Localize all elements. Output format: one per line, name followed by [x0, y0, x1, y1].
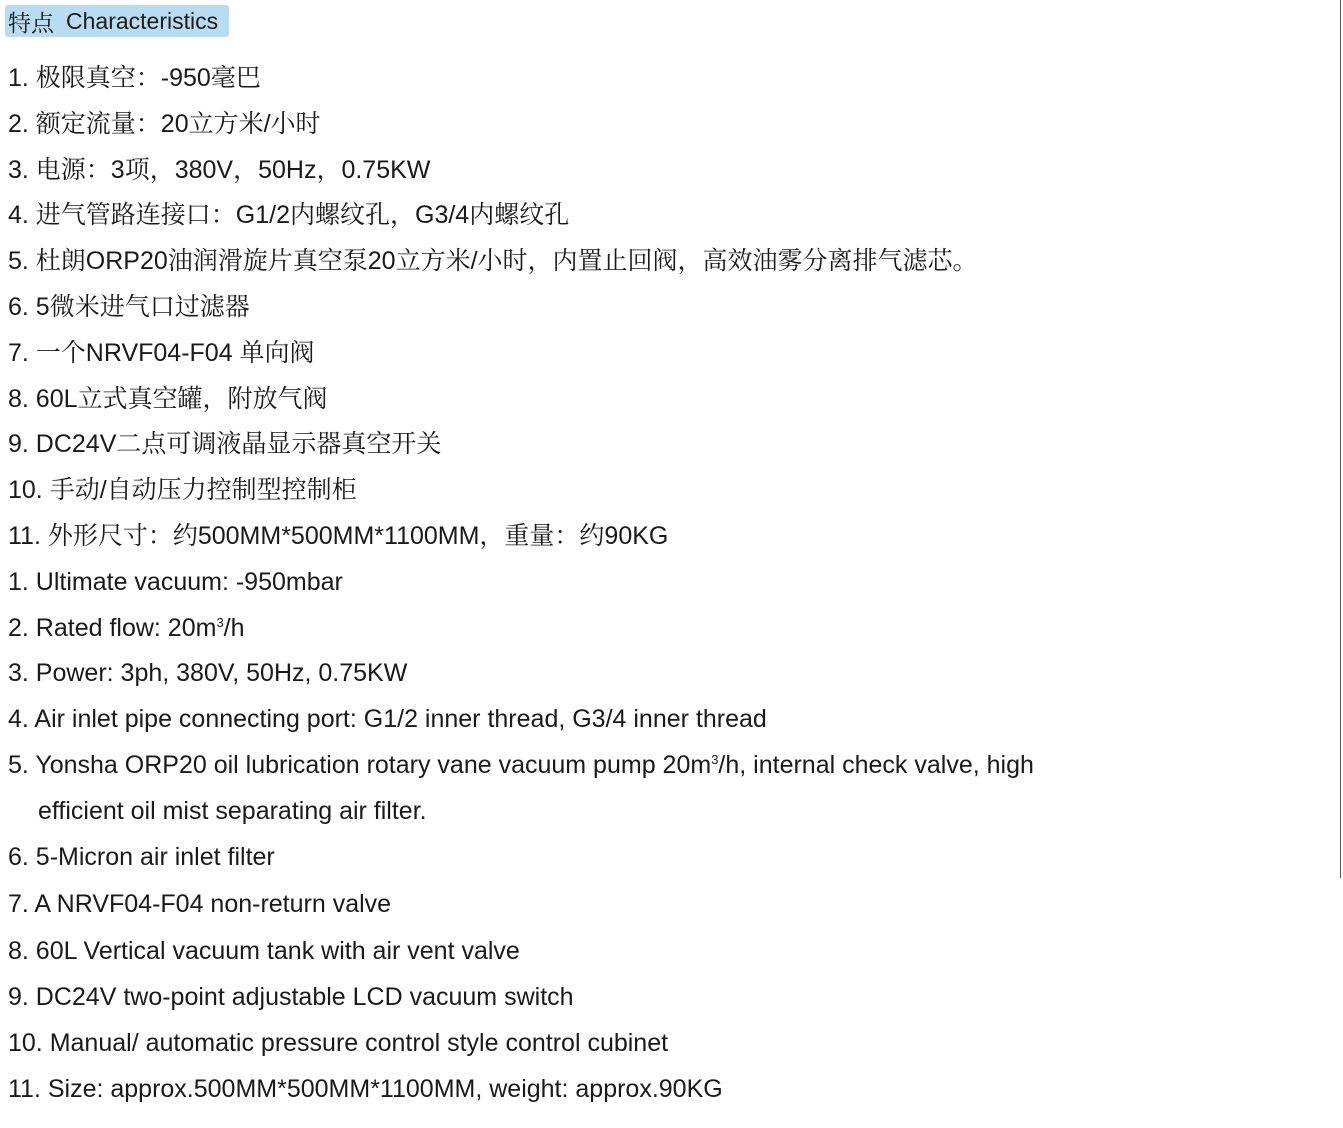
en-5-rest: /h, internal check valve, high	[718, 750, 1034, 779]
list-item-en-2	[8, 606, 1034, 652]
heading-label-en: Characteristics	[66, 7, 219, 34]
list-item-en-11: 11. Size: approx.500MM*500MM*1100MM, weight: approx.90KG	[8, 1074, 723, 1103]
list-item-en-7: 7. A NRVF04-F04 non-return valve	[8, 890, 392, 919]
list-item-cn-5: 5. 杜朗ORP20油润滑旋片真空泵20立方米/小时，内置止回阀，高效油雾分离排气滤芯。	[8, 247, 978, 276]
list-item-en-8: 8. 60L Vertical vacuum tank with air vent valve	[8, 937, 520, 966]
list-item-cn-11: 11. 外形尺寸：约500MM*500MM*1100MM，重量：约90KG	[8, 521, 669, 550]
right-border-line	[1340, 0, 1341, 878]
characteristics-heading	[5, 5, 229, 37]
list-item-en-4: 4. Air inlet pipe connecting port: G1/2 inner thread, G3/4 inner thread	[8, 705, 767, 734]
list-item-en-5	[8, 743, 1034, 835]
list-item-cn-8: 8. 60L立式真空罐，附放气阀	[8, 384, 328, 413]
list-item-cn-2: 2. 额定流量：20立方米/小时	[8, 109, 321, 138]
list-item-en-6: 6. 5-Micron air inlet filter	[8, 842, 275, 871]
list-item-en-9: 9. DC24V two-point adjustable LCD vacuum switch	[8, 983, 574, 1012]
list-item-cn-6: 6. 5微米进气口过滤器	[8, 292, 250, 321]
list-item-cn-7: 7. 一个NRVF04-F04 单向阀	[8, 338, 315, 367]
en-2-unit: /h	[223, 613, 245, 642]
list-item-en-1: 1. Ultimate vacuum: -950mbar	[8, 567, 343, 596]
characteristics-list	[8, 56, 1034, 1113]
list-item-cn-9: 9. DC24V二点可调液晶显示器真空开关	[8, 430, 442, 459]
heading-label-cn: 特点	[8, 9, 54, 36]
en-2-superscript: 3	[216, 614, 224, 630]
list-item-cn-3: 3. 电源：3项，380V，50Hz，0.75KW	[8, 155, 431, 184]
en-5-superscript: 3	[711, 751, 719, 767]
list-item-cn-1: 1. 极限真空：-950毫巴	[8, 64, 261, 92]
list-item-cn-4: 4. 进气管路连接口：G1/2内螺纹孔，G3/4内螺纹孔	[8, 201, 570, 230]
list-item-en-10: 10. Manual/ automatic pressure control style control cubinet	[8, 1028, 669, 1057]
en-5-text: 5. Yonsha ORP20 oil lubrication rotary vane vacuum pump 20m	[8, 750, 712, 779]
en-5-continuation: efficient oil mist separating air filter.	[38, 796, 427, 825]
list-item-en-3: 3. Power: 3ph, 380V, 50Hz, 0.75KW	[8, 659, 408, 688]
en-2-text: 2. Rated flow: 20m	[8, 613, 217, 642]
list-item-cn-10: 10. 手动/自动压力控制型控制柜	[8, 476, 357, 505]
